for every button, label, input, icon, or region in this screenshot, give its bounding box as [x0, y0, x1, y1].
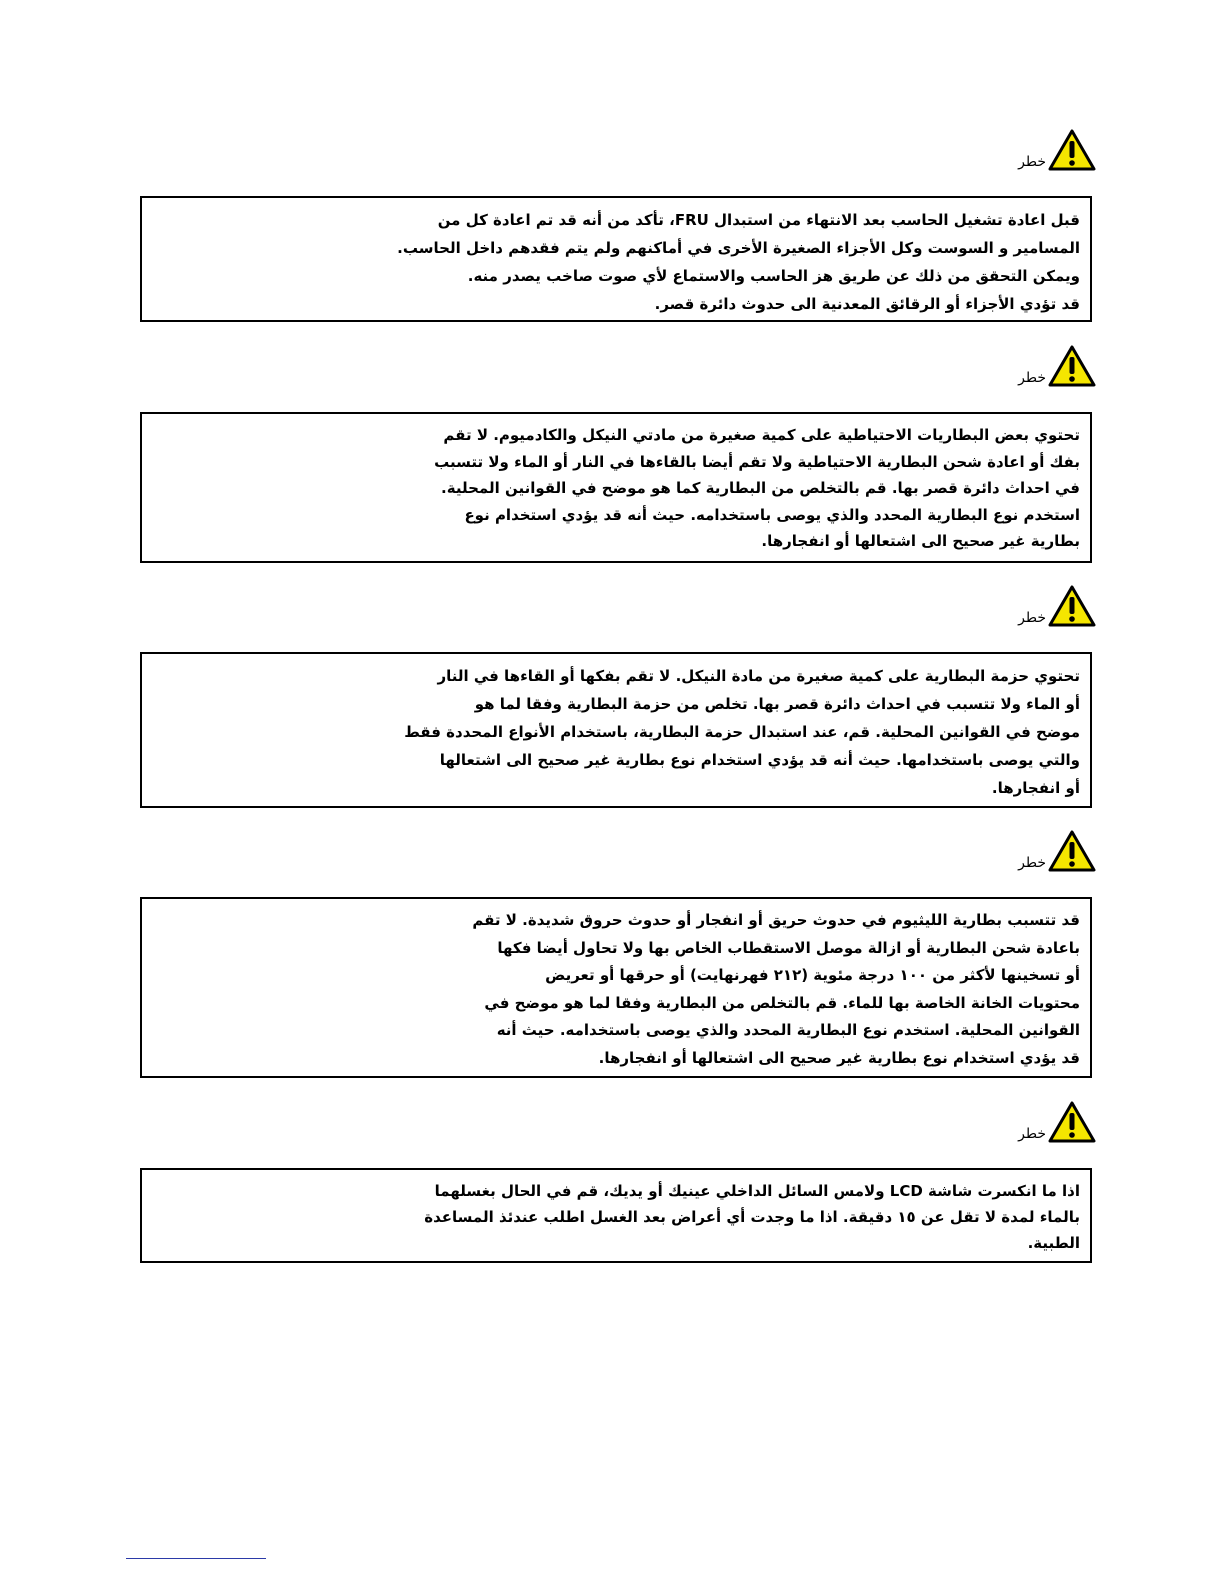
- notice-heading: [1018, 829, 1096, 873]
- danger-label: خطر: [1018, 154, 1046, 170]
- danger-notice-box: [140, 897, 1092, 1078]
- notice-heading: [1018, 1100, 1096, 1144]
- notice-line: أو الماء ولا تتسبب في احداث دائرة قصر بها. تخلص من حزمة البطارية وفقا لما هو: [474, 695, 1080, 713]
- notice-heading: [1018, 584, 1096, 628]
- notice-line: بفك أو اعادة شحن البطارية الاحتياطية ولا تقم أيضا بالقاءها في النار أو الماء ولا تتسبب: [434, 452, 1080, 471]
- warning-triangle-icon: [1048, 1100, 1096, 1144]
- notice-line: محتويات الخانة الخاصة بها للماء. قم بالتخلص من البطارية وفقا لما هو موضح في: [484, 993, 1080, 1012]
- notice-line: القوانين المحلية. استخدم نوع البطارية المحدد والذي يوصى باستخدامه. حيث أنه: [496, 1021, 1080, 1039]
- notice-heading: [1018, 128, 1096, 172]
- warning-triangle-icon: [1048, 584, 1096, 628]
- danger-label: خطر: [1018, 1126, 1046, 1142]
- danger-notice-box: [140, 1168, 1092, 1263]
- notice-line: ويمكن التحقق من ذلك عن طريق هز الحاسب والاستماع لأي صوت صاخب يصدر منه.: [467, 267, 1080, 285]
- danger-notice-box: [140, 196, 1092, 322]
- notice-line: بالماء لمدة لا تقل عن ١٥ دقيقة. اذا ما وجدت أي أعراض بعد الغسل اطلب عندئذ المساعدة: [424, 1208, 1080, 1226]
- warning-triangle-icon: [1048, 344, 1096, 388]
- notice-line: قبل اعادة تشغيل الحاسب بعد الانتهاء من استبدال FRU، تأكد من أنه قد تم اعادة كل من: [437, 211, 1080, 229]
- notice-line: استخدم نوع البطارية المحدد والذي يوصى باستخدامه. حيث أنه قد يؤدي استخدام نوع: [464, 505, 1080, 524]
- notice-line: تحتوي حزمة البطارية على كمية صغيرة من مادة النيكل. لا تقم بفكها أو القاءها في النار: [437, 667, 1080, 685]
- notice-line: أو انفجارها.: [991, 779, 1080, 797]
- notice-line: بطارية غير صحيح الى اشتعالها أو انفجارها.: [761, 532, 1080, 550]
- notice-line: قد يؤدي استخدام نوع بطارية غير صحيح الى اشتعالها أو انفجارها.: [598, 1048, 1080, 1067]
- danger-notice-box: [140, 412, 1092, 563]
- notice-line: قد تؤدي الأجزاء أو الرقائق المعدنية الى حدوث دائرة قصر.: [654, 295, 1080, 313]
- danger-label: خطر: [1018, 855, 1046, 871]
- notice-line: تحتوي بعض البطاريات الاحتياطية على كمية صغيرة من مادتي النيكل والكادميوم. لا تقم: [443, 426, 1080, 444]
- notice-line: أو تسخينها لأكثر من ١٠٠ درجة مئوية (٢١٢ فهرنهايت) أو حرقها أو تعريض: [545, 966, 1080, 984]
- danger-notice-box: [140, 652, 1092, 808]
- notice-line: قد تتسبب بطارية الليثيوم في حدوث حريق أو انفجار أو حدوث حروق شديدة. لا تقم: [472, 911, 1080, 929]
- notice-line: المسامير و السوست وكل الأجزاء الصغيرة الأخرى في أماكنهم ولم يتم فقدهم داخل الحاسب.: [397, 239, 1080, 257]
- danger-label: خطر: [1018, 610, 1046, 626]
- footnote-divider: [126, 1558, 266, 1559]
- notice-line: اذا ما انكسرت شاشة LCD ولامس السائل الداخلي عينيك أو يديك، قم في الحال بغسلهما: [434, 1182, 1080, 1200]
- notice-line: الطبية.: [1027, 1234, 1080, 1252]
- danger-label: خطر: [1018, 370, 1046, 386]
- notice-line: والتي يوصى باستخدامها. حيث أنه قد يؤدي استخدام نوع بطارية غير صحيح الى اشتعالها: [439, 751, 1080, 769]
- notice-line: في احداث دائرة قصر بها. قم بالتخلص من البطارية كما هو موضح في القوانين المحلية.: [441, 479, 1080, 497]
- warning-triangle-icon: [1048, 128, 1096, 172]
- notice-line: باعادة شحن البطارية أو ازالة موصل الاستقطاب الخاص بها ولا تحاول أيضا فكها: [497, 938, 1080, 957]
- notice-heading: [1018, 344, 1096, 388]
- notice-line: موضح في القوانين المحلية. قم، عند استبدال حزمة البطارية، باستخدام الأنواع المحددة فقط: [404, 723, 1080, 741]
- warning-triangle-icon: [1048, 829, 1096, 873]
